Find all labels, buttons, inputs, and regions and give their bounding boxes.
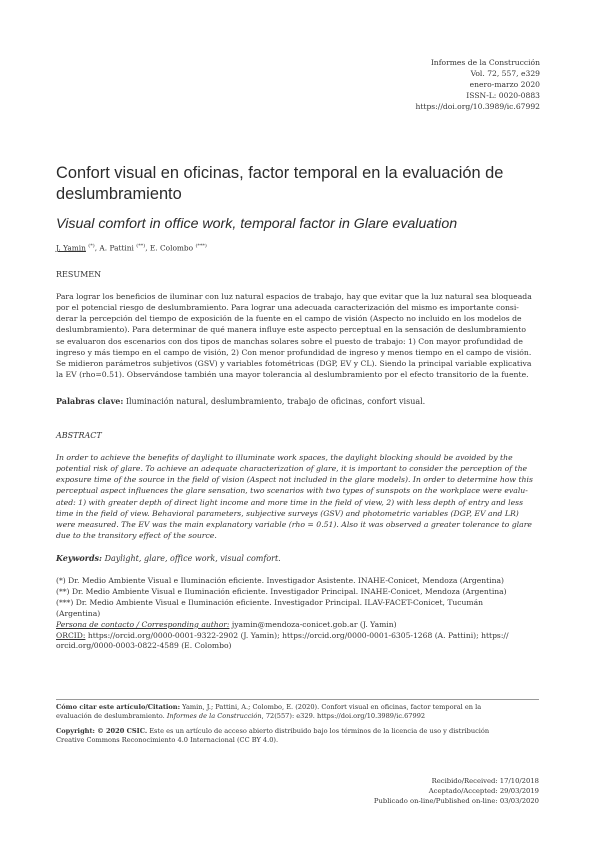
title-english: Visual comfort in office work, temporal factor in Glare evaluation (56, 216, 458, 232)
resumen-line: la EV (rho=0.51). Observándose también una mayor tolerancia al deslumbramiento por el efecto transitorio de la fuente. (56, 370, 529, 380)
author-name: E. Colombo (149, 243, 194, 253)
palabras-clave-label: Palabras clave: (56, 396, 124, 406)
abstract-heading: ABSTRACT (56, 431, 102, 440)
resumen-heading: RESUMEN (56, 270, 102, 279)
resumen-line: derar la percepción del tiempo de exposición de la fuente en el campo de visión (Aspecto no incluido en los modelos de (56, 314, 522, 324)
journal-doi[interactable]: https://doi.org/10.3989/ic.67992 (415, 102, 540, 111)
palabras-clave (56, 396, 540, 406)
author-name: A. Pattini (99, 243, 134, 253)
abstract-line: were measured. The EV was the main explanatory variable (rho = 0.51). Also it was observed a greater tolerance to glare (56, 519, 532, 529)
journal-issue-date: enero-marzo 2020 (469, 80, 540, 89)
accepted-date: Aceptado/Accepted: 29/03/2019 (428, 787, 539, 795)
abstract-line: time in the field of view. Behavioral parameters, subjective surveys (GSV) and photometric variables (DGP, EV and LR) (56, 508, 519, 518)
resumen-line: por el potencial riesgo de deslumbramiento. Para lograr una adecuada caracterización del mismo es importante consi- (56, 303, 519, 313)
orcid-links[interactable]: https://orcid.org/0000-0001-9322-2902 (J. Yamin); https://orcid.org/0000-0001-6305-1268 (A. Pattini); https:// (87, 630, 509, 640)
resumen-line: se evaluaron dos escenarios con dos tipos de manchas solares sobre el puesto de trabajo: 1) Con mayor profundidad de (56, 336, 523, 346)
contact-email[interactable]: jyamin@mendoza-conicet.gob.ar (J. Yamin) (231, 619, 397, 629)
copyright-holder: © 2020 CSIC. (97, 727, 148, 735)
abstract-line: In order to achieve the benefits of daylight to illuminate work spaces, the daylight blocking should be avoided by the (56, 453, 513, 462)
affiliation-line: (**) Dr. Medio Ambiente Visual e Iluminación eficiente. Investigador Principal. INAHE-Conicet, Mendoza (Argentina) (56, 586, 507, 596)
orcid-line (56, 631, 542, 642)
citation: Cómo citar este artículo/Citation: Yamin, J.; Pattini, A.; Colombo, E. (2020). Confort visual en oficinas, factor temporal en la evaluación de deslumbramiento. Informes de la Construcción, 72(557): e329. https://doi.org/10.3989/ic.67992 (56, 703, 482, 721)
contact-line (56, 620, 542, 631)
copyright-label: Copyright: (56, 727, 95, 735)
citation-text: Yamin, J.; Pattini, A.; Colombo, E. (2020). Confort visual en oficinas, factor temporal en la (182, 703, 482, 711)
affiliation-line: (*) Dr. Medio Ambiente Visual e Iluminación eficiente. Investigador Asistente. INAHE-Conicet, Mendoza (Argentina) (56, 576, 504, 585)
copyright: Copyright: © 2020 CSIC. Este es un artículo de acceso abierto distribuido bajo los términos de la licencia de uso y distribución Creative Commons Reconocimiento 4.0 Internacional (CC BY 4.0). (56, 727, 490, 745)
title-spanish: Confort visual en oficinas, factor temporal en la evaluación de deslumbramiento (56, 164, 504, 203)
journal-issn: ISSN-L: 0020-0883 (466, 91, 540, 100)
author-name[interactable]: J. Yamin (56, 243, 86, 253)
citation-journal: Informes de la Construcción (166, 712, 262, 721)
affiliation-line: (***) Dr. Medio Ambiente Visual e Iluminación eficiente. Investigador Principal. ILAV-FACET-Conicet, Tucumán (56, 597, 484, 607)
resumen-line: deslumbramiento). Para determinar de qué manera influye este aspecto perceptual en la sensación de deslumbramiento (56, 325, 526, 335)
published-date: Publicado on-line/Published on-line: 03/03/2020 (373, 797, 539, 805)
citation-label: Cómo citar este artículo/Citation: (56, 703, 181, 711)
abstract-line: ated: 1) with greater depth of direct light income and more time in the field of view, 2) with less depth of entry and less (56, 497, 524, 507)
keywords-text: Daylight, glare, office work, visual comfort. (104, 554, 281, 563)
abstract-body (56, 452, 540, 541)
received-date: Recibido/Received: 17/10/2018 (431, 777, 539, 785)
orcid-label: ORCID: (56, 630, 86, 640)
author-mark: (***) (195, 243, 207, 249)
affiliations (56, 576, 542, 652)
journal-header (415, 57, 540, 112)
resumen-line: Para lograr los beneficios de iluminar con luz natural espacios de trabajo, hay que evitar que la luz natural sea bloqueada (56, 292, 532, 301)
article-dates (374, 776, 539, 806)
keywords (56, 553, 540, 563)
author-list: J. Yamin (*), A. Pattini (**), E. Colombo (***) (56, 243, 207, 253)
abstract-line: potential risk of glare. To achieve an adequate characterization of glare, it is important to consider the perception of the (56, 464, 528, 474)
journal-name: Informes de la Construcción (430, 58, 540, 67)
abstract-line: due to the transitory effect of the source. (56, 531, 217, 541)
palabras-clave-text: Iluminación natural, deslumbramiento, trabajo de oficinas, confort visual. (125, 397, 426, 406)
affiliation-line: (Argentina) (56, 608, 101, 618)
footer-divider (56, 699, 539, 700)
orcid-line-2[interactable]: orcid.org/0000-0003-0822-4589 (E. Colombo) (56, 641, 232, 651)
journal-volume: Vol. 72, 557, e329 (470, 69, 540, 78)
contact-label: Persona de contacto / Corresponding author: (56, 619, 230, 629)
resumen-line: ingreso y más tiempo en el campo de visión, 2) Con menor profundidad de ingreso y menos tiempo en el campo de visión. (56, 347, 532, 357)
abstract-line: perceptual aspect influences the glare sensation, two scenarios with two types of sunspots on the workplace were evalu- (56, 486, 528, 496)
author-mark: (*) (88, 243, 95, 249)
keywords-label: Keywords: (56, 553, 103, 563)
abstract-line: exposure time of the source in the field of vision (Aspect not included in the glare models). In order to determine how this (56, 475, 533, 485)
resumen-line: Se midieron parámetros subjetivos (GSV) y variables fotométricas (DGP, EV y CL). Siendo la principal variable explicativa (56, 358, 532, 368)
author-mark: (**) (136, 243, 146, 249)
resumen-body (56, 291, 540, 380)
